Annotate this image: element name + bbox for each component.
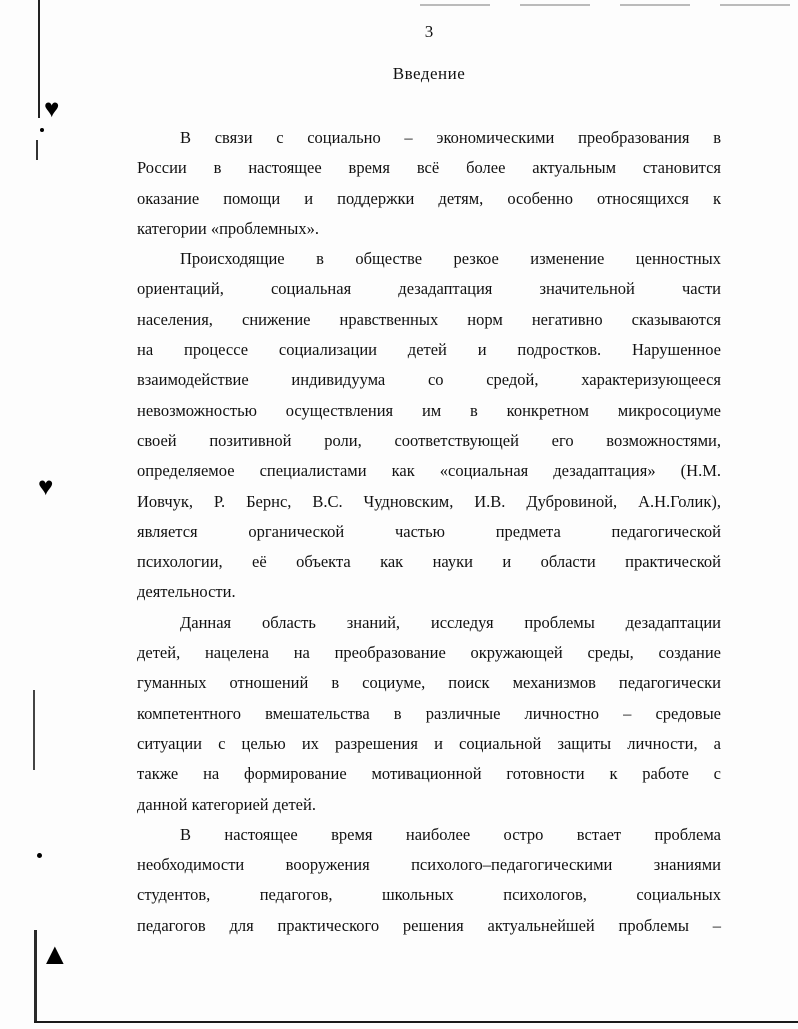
text-line: педагогов для практического решения актуальнейшей проблемы –	[137, 915, 721, 935]
text-line: России в настоящее время всё более актуальным становится	[137, 158, 721, 178]
text-line: оказание помощи и поддержки детям, особенно относящихся к	[137, 188, 721, 208]
ink-dot	[37, 853, 42, 858]
text-line: населения, снижение нравственных норм негативно сказываются	[137, 309, 721, 329]
scan-artifact-left-lower	[33, 690, 35, 770]
text-line: детей, нацелена на преобразование окружающей среды, создание	[137, 643, 721, 663]
text-line: деятельности.	[137, 582, 236, 602]
scan-artifact-left-edge	[38, 0, 40, 118]
text-line: на процессе социализации детей и подростков. Нарушенное	[137, 340, 721, 360]
text-line: взаимодействие индивидуума со средой, характеризующееся	[137, 370, 721, 390]
text-line: является органической частью предмета педагогической	[137, 521, 721, 541]
ink-blot-icon: ▲	[40, 938, 70, 971]
scan-artifact-left-mark	[36, 140, 38, 160]
text-line: данной категорией детей.	[137, 794, 316, 814]
text-line: необходимости вооружения психолого–педагогическими знаниями	[137, 855, 721, 875]
text-line: компетентного вмешательства в различные личностно – средовые	[137, 703, 721, 723]
scan-artifact-bottom-edge	[34, 1021, 798, 1023]
text-line: категории «проблемных».	[137, 218, 319, 238]
paragraph	[137, 608, 721, 820]
text-line: Происходящие в обществе резкое изменение ценностных	[180, 249, 721, 269]
section-heading: Введение	[392, 64, 466, 83]
scan-artifact-top	[420, 4, 790, 6]
text-line: также на формирование мотивационной готовности к работе с	[137, 764, 721, 784]
ink-dot	[40, 128, 44, 132]
scan-artifact-left-bottom	[34, 930, 37, 1022]
paragraph	[137, 244, 721, 608]
text-line: психологии, её объекта как науки и области практической	[137, 552, 721, 572]
text-line: гуманных отношений в социуме, поиск механизмов педагогически	[137, 673, 721, 693]
ink-blot-icon: ♥	[44, 94, 60, 123]
page-number: 3	[424, 22, 434, 41]
text-line: Данная область знаний, исследуя проблемы дезадаптации	[180, 612, 721, 632]
text-line: В связи с социально – экономическими преобразования в	[180, 128, 721, 147]
text-line: своей позитивной роли, соответствующей его возможностями,	[137, 430, 721, 450]
paragraph	[137, 820, 721, 941]
text-line: невозможностью осуществления им в конкретном микросоциуме	[137, 400, 721, 420]
text-line: ориентаций, социальная дезадаптация значительной части	[137, 279, 721, 299]
ink-blot-icon: ♥	[38, 472, 54, 501]
text-line: ситуации с целью их разрешения и социальной защиты личности, а	[137, 733, 721, 753]
body-text	[137, 123, 721, 941]
text-line: В настоящее время наиболее остро встает проблема	[180, 824, 721, 844]
text-line: Иовчук, Р. Бернс, В.С. Чудновским, И.В. Дубровиной, А.Н.Голик),	[137, 491, 721, 511]
text-line: определяемое специалистами как «социальная дезадаптация» (Н.М.	[137, 461, 721, 481]
paragraph	[137, 123, 721, 244]
text-line: студентов, педагогов, школьных психологов, социальных	[137, 885, 721, 905]
